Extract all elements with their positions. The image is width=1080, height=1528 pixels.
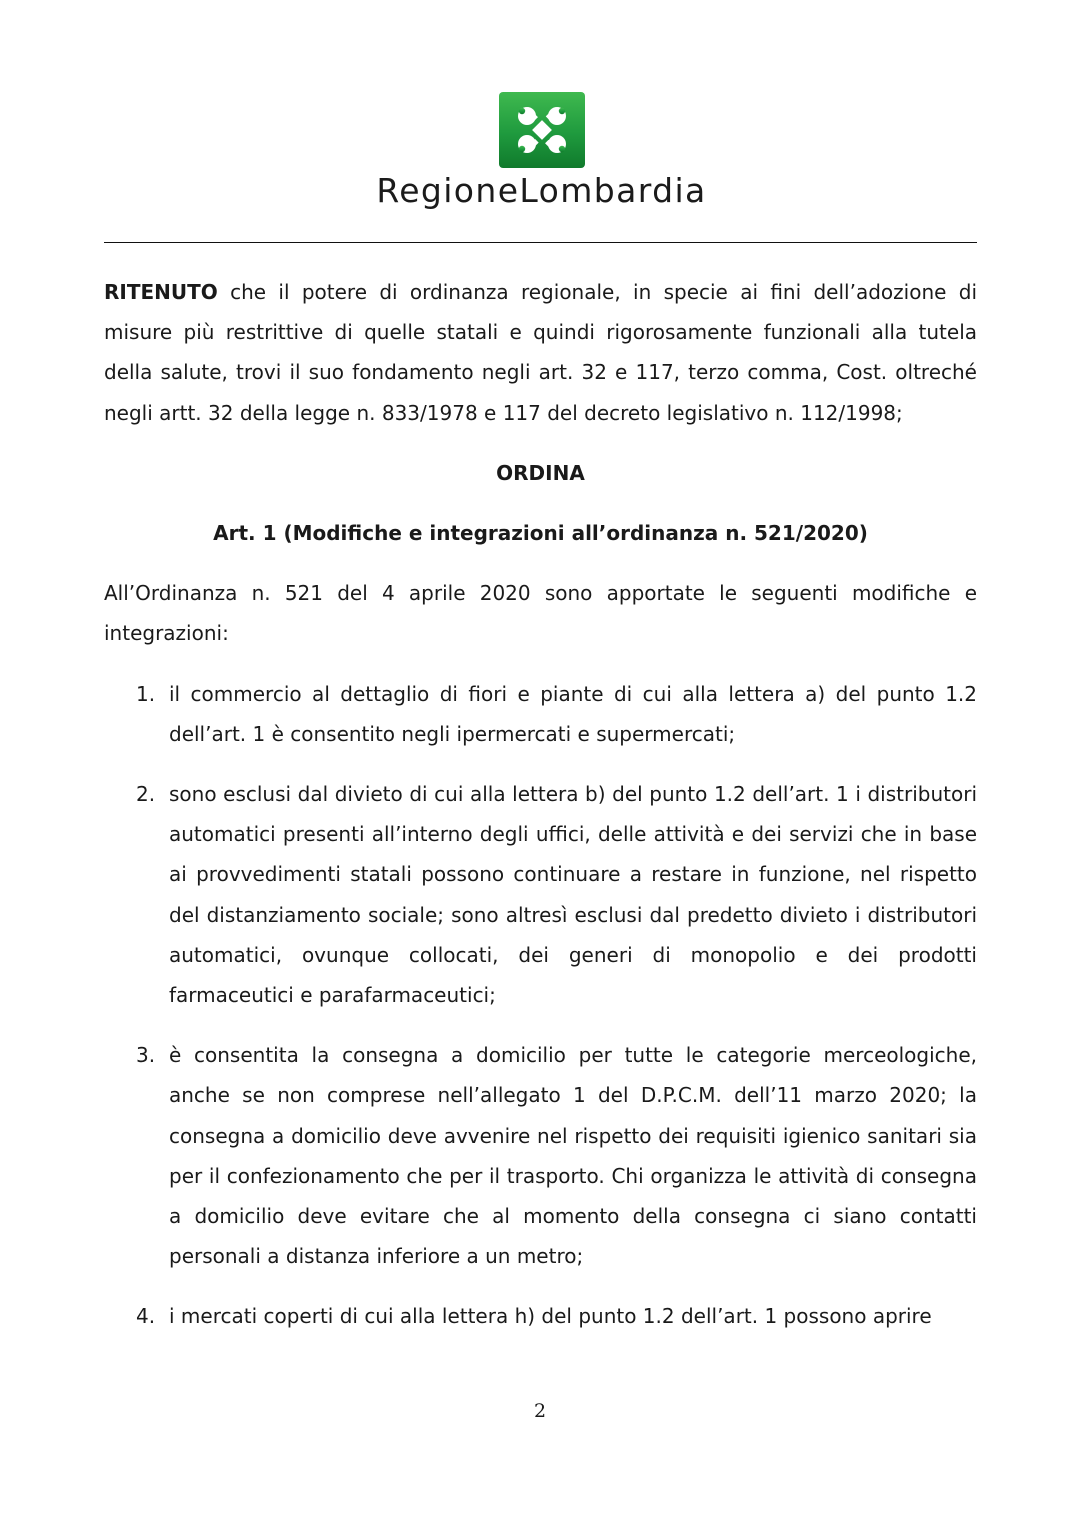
modifications-list <box>104 674 977 1337</box>
list-item-text: sono esclusi dal divieto di cui alla lettera b) del punto 1.2 dell’art. 1 i distributori automatici presenti all’interno degli uffici, delle attività e dei servizi che in base ai provvedimenti statali possono continuare a restare in funzione, nel rispetto del distanziamento sociale; sono altresì esclusi dal predetto divieto i distributori automatici, ovunque collocati, dei generi di monopolio e dei prodotti farmaceutici e parafarmaceutici; <box>169 782 977 1008</box>
document-header <box>0 0 1080 250</box>
list-item-text: i mercati coperti di cui alla lettera h) del punto 1.2 dell’art. 1 possono aprire <box>169 1304 932 1329</box>
list-item-number: 4. <box>136 1304 156 1329</box>
logo-wordmark: RegioneLombardia <box>376 171 707 210</box>
list-item <box>104 674 977 754</box>
list-item <box>104 774 977 1015</box>
ritenuto-lead: RITENUTO <box>104 280 218 304</box>
intro-paragraph: All’Ordinanza n. 521 del 4 aprile 2020 sono apportate le seguenti modifiche e integrazioni: <box>104 581 977 646</box>
list-item-text: il commercio al dettaglio di fiori e piante di cui alla lettera a) del punto 1.2 dell’art. 1 è consentito negli ipermercati e supermercati; <box>169 681 977 746</box>
list-item-text: è consentita la consegna a domicilio per tutte le categorie merceologiche, anche se non comprese nell’allegato 1 del D.P.C.M. dell’11 marzo 2020; la consegna a domicilio deve avvenire nel rispetto dei requisiti igienico sanitari sia per il confezionamento che per il trasporto. Chi organizza le attività di consegna a domicilio deve evitare che al momento della consegna ci siano contatti personali a distanza inferiore a un metro; <box>169 1043 977 1269</box>
list-item <box>104 1035 977 1276</box>
page-number: 2 <box>533 1400 547 1422</box>
article-title: Art. 1 (Modifiche e integrazioni all’ordinanza n. 521/2020) <box>213 521 868 546</box>
ritenuto-text: che il potere di ordinanza regionale, in specie ai fini dell’adozione di misure più restrittive di quelle statali e quindi rigorosamente funzionali alla tutela della salute, trovi il suo fondamento negli art. 32 e 117, terzo comma, Cost. oltreché negli artt. 32 della legge n. 833/1978 e 117 del decreto legislativo n. 112/1998; <box>104 280 977 425</box>
ritenuto-paragraph <box>104 272 977 433</box>
ordina-heading: ORDINA <box>496 460 585 485</box>
list-item-number: 3. <box>136 1043 156 1068</box>
header-divider <box>104 242 977 243</box>
list-item-number: 2. <box>136 782 156 807</box>
document-body <box>104 272 977 1357</box>
list-item <box>104 1296 977 1336</box>
list-item-number: 1. <box>136 681 156 706</box>
rosa-camuna-icon <box>499 92 585 168</box>
